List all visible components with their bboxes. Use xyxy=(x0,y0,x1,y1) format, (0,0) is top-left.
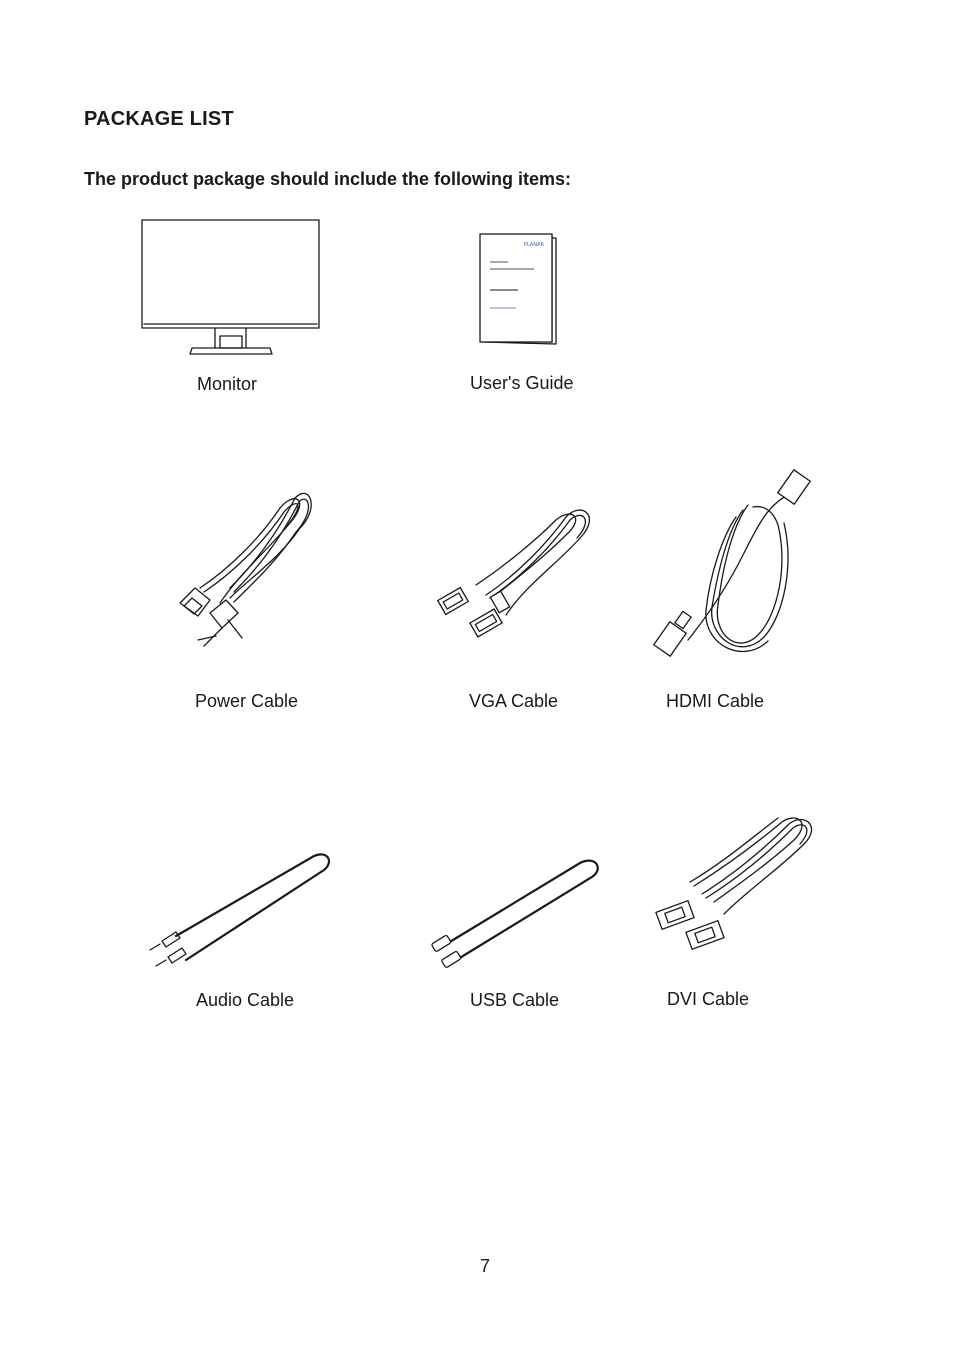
power-cable-icon xyxy=(170,488,315,653)
vga-cable-icon xyxy=(436,505,598,640)
item-label-vga-cable: VGA Cable xyxy=(469,691,559,711)
monitor-icon xyxy=(140,218,322,358)
svg-text:PLANAR: PLANAR xyxy=(524,242,544,248)
dvi-cable-icon xyxy=(654,814,820,942)
users-guide-icon xyxy=(478,232,560,346)
page-number: 7 xyxy=(479,1256,490,1276)
item-label-users-guide: User's Guide xyxy=(470,373,574,393)
audio-cable-icon xyxy=(146,848,334,970)
intro-text: The product package should include the following items: xyxy=(84,169,572,189)
item-label-power-cable: Power Cable xyxy=(195,691,299,711)
item-label-usb-cable: USB Cable xyxy=(470,990,560,1010)
section-title: PACKAGE LIST xyxy=(84,108,234,130)
item-label-audio-cable: Audio Cable xyxy=(196,990,295,1010)
item-label-hdmi-cable: HDMI Cable xyxy=(666,691,765,711)
usb-cable-icon xyxy=(430,855,602,967)
item-label-monitor: Monitor xyxy=(197,374,258,394)
hdmi-cable-icon xyxy=(648,465,818,665)
item-label-dvi-cable: DVI Cable xyxy=(667,989,750,1009)
